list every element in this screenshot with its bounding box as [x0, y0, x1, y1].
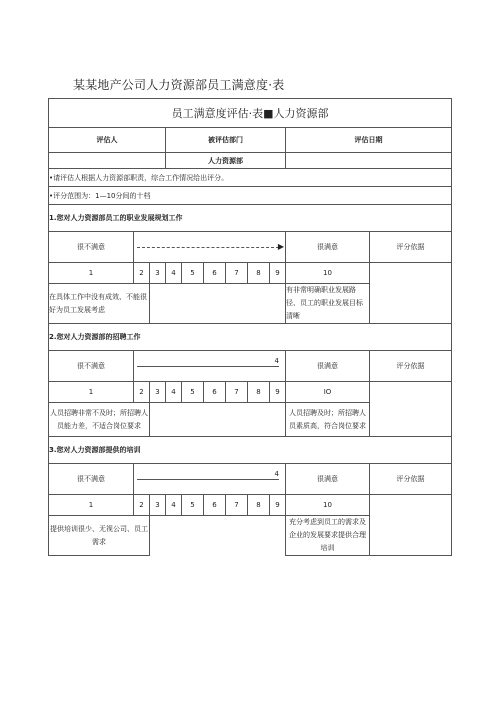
q3-scale-bar	[134, 464, 286, 495]
q1-score-1[interactable]: 1	[49, 263, 134, 284]
q3-high-desc: 充分考虑到员工的需求及企业的发展要求提供合理培训	[286, 516, 370, 556]
q2-low-desc: 人员招聘非常不及时；所招聘人员能力差，不适合岗位要求	[49, 403, 150, 437]
q3-basis-field[interactable]	[370, 495, 452, 556]
q1-score-3[interactable]: 3	[150, 263, 166, 284]
q2-score-1[interactable]: 1	[49, 382, 134, 403]
q2-score-4[interactable]: 4	[166, 382, 182, 403]
q1-high-label: 很满意	[286, 232, 370, 263]
q2-basis-field[interactable]	[370, 382, 452, 437]
q3-low-desc: 提供培训很少、无视公司、员工需求	[49, 516, 150, 556]
q3-high-label: 很满意	[286, 464, 370, 495]
evaluated-dept-value: 人力资源部	[166, 153, 286, 169]
evaluation-form	[48, 98, 452, 556]
q1-score-5[interactable]: 5	[182, 263, 204, 284]
document-title: 某某地产公司人力资源部员工满意度·表	[73, 78, 285, 92]
q3-score-4[interactable]: 4	[166, 495, 182, 516]
q1-low-label: 很不满意	[49, 232, 134, 263]
question-1: 1.您对人力资源部员工的职业发展规划工作	[49, 205, 452, 232]
q1-score-2[interactable]: 2	[134, 263, 150, 284]
arrow-right-icon: ▶	[277, 242, 284, 251]
evaluated-dept-label: 被评估部门	[166, 128, 286, 153]
eval-date-label: 评估日期	[286, 128, 452, 153]
q2-score-9[interactable]: 9	[270, 382, 286, 403]
q3-basis-label: 评分依据	[370, 464, 452, 495]
eval-date-field[interactable]	[286, 153, 452, 169]
q1-basis-label: 评分依据	[370, 232, 452, 263]
q2-score-10[interactable]: IO	[286, 382, 370, 403]
q3-score-10[interactable]: 10	[286, 495, 370, 516]
q2-scale-bar	[134, 351, 286, 382]
q2-score-6[interactable]: 6	[204, 382, 226, 403]
q3-score-6[interactable]: 6	[204, 495, 226, 516]
q1-low-desc: 在具体工作中没有成效、不能很好为员工发展考虑	[49, 284, 150, 324]
q1-score-7[interactable]: 7	[226, 263, 248, 284]
q3-score-7[interactable]: 7	[226, 495, 248, 516]
q3-score-5[interactable]: 5	[182, 495, 204, 516]
evaluator-label: 评估人	[49, 128, 166, 153]
q1-score-4[interactable]: 4	[166, 263, 182, 284]
q1-score-6[interactable]: 6	[204, 263, 226, 284]
q2-score-8[interactable]: 8	[248, 382, 270, 403]
q2-high-label: 很满意	[286, 351, 370, 382]
q3-score-1[interactable]: 1	[49, 495, 134, 516]
q1-score-9[interactable]: 9	[270, 263, 286, 284]
score-range-note: •评分范围为：1—10分间的十档	[49, 187, 452, 205]
q3-score-2[interactable]: 2	[134, 495, 150, 516]
q1-basis-field[interactable]	[370, 263, 452, 324]
q3-score-8[interactable]: 8	[248, 495, 270, 516]
q3-score-9[interactable]: 9	[270, 495, 286, 516]
q2-score-5[interactable]: 5	[182, 382, 204, 403]
q2-score-2[interactable]: 2	[134, 382, 150, 403]
q2-low-label: 很不满意	[49, 351, 134, 382]
q3-low-label: 很不满意	[49, 464, 134, 495]
q3-score-3[interactable]: 3	[150, 495, 166, 516]
q2-basis-label: 评分依据	[370, 351, 452, 382]
evaluator-field[interactable]	[49, 153, 166, 169]
instruction-note: •请评估人根据人力资源部职责，综合工作情况给出评分。	[49, 169, 452, 187]
q2-score-7[interactable]: 7	[226, 382, 248, 403]
question-2: 2.您对人力资源部的招聘工作	[49, 324, 452, 351]
q3-scale-mark: 4	[274, 470, 279, 478]
q1-high-desc: 有非常明确职业发展路径、员工的职业发展目标清晰	[286, 284, 370, 324]
q1-score-8[interactable]: 8	[248, 263, 270, 284]
q1-scale-bar	[134, 232, 286, 263]
q1-score-10[interactable]: 10	[286, 263, 370, 284]
q2-high-desc: 人员招聘及时；所招聘人员素质高，符合岗位要求	[286, 403, 370, 437]
q2-scale-mark: 4	[274, 357, 279, 365]
form-title: 员工满意度评估·表■人力资源部	[49, 99, 452, 128]
q2-score-3[interactable]: 3	[150, 382, 166, 403]
question-3: 3.您对人力资源部提供的培训	[49, 437, 452, 464]
